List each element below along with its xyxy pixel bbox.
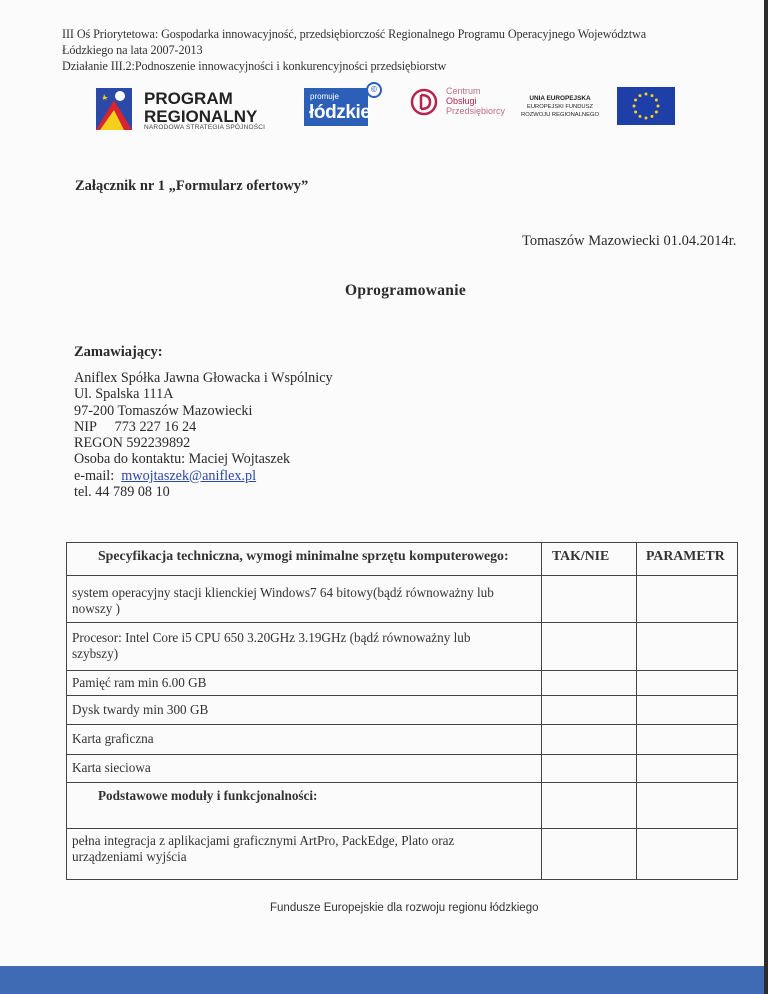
place-date: Tomaszów Mazowiecki 01.04.2014r. [522, 233, 737, 249]
buyer-email-link[interactable]: mwojtaszek@aniflex.pl [121, 467, 257, 484]
table-row: Pamięć ram min 6.00 GB [72, 675, 207, 690]
program-regionalny-logo-icon [94, 84, 138, 134]
table-row: Karta graficzna [72, 731, 154, 746]
table-rule [66, 782, 738, 783]
buyer-regon: REGON 592239892 [74, 435, 191, 452]
table-rule [66, 828, 738, 829]
table-row: Dysk twardy min 300 GB [72, 702, 209, 717]
program-regionalny-subtitle: NARODOWA STRATEGIA SPÓJNOŚCI [144, 124, 266, 131]
buyer-phone: tel. 44 789 08 10 [74, 484, 170, 501]
buyer-name: Aniflex Spółka Jawna Głowacka i Wspólnicy [74, 370, 333, 386]
buyer-contact: Osoba do kontaktu: Maciej Wojtaszek [74, 451, 291, 468]
program-regionalny-logo: PROGRAM REGIONALNY [144, 89, 258, 126]
table-rule [66, 754, 738, 755]
centrum-obslugi-logo-icon [410, 88, 438, 116]
lodzkie-mark-icon: © [366, 82, 382, 98]
specification-table [66, 542, 738, 882]
buyer-heading: Zamawiający: [74, 344, 163, 360]
header-line-2: Łódzkiego na lata 2007-2013 [62, 43, 203, 57]
table-row: system operacyjny stacji klienckiej Windows7 64 bitowy(bądź równoważny lub nowszy ) [72, 585, 494, 616]
table-row: pełna integracja z aplikacjami graficznymi ArtPro, PackEdge, Plato oraz urządzeniami wyjścia [72, 833, 455, 864]
buyer-city: 97-200 Tomaszów Mazowiecki [74, 402, 253, 419]
footer-text: Fundusze Europejskie dla rozwoju regionu łódzkiego [270, 902, 539, 914]
table-rule [66, 622, 738, 623]
subject-title: Oprogramowanie [345, 282, 467, 299]
table-rule [66, 695, 738, 696]
header-spec: Specyfikacja techniczna, wymogi minimalne sprzętu komputerowego: [98, 548, 509, 563]
scan-right-edge [764, 0, 768, 994]
table-row-section: Podstawowe moduły i funkcjonalności: [98, 788, 318, 803]
buyer-nip: NIP 773 227 16 24 [74, 418, 197, 435]
document-header [62, 26, 646, 74]
parameter-cell[interactable] [637, 576, 737, 622]
buyer-details [74, 370, 333, 500]
header-yes-no: TAK/NIE [552, 548, 610, 563]
buyer-email-row: e-mail: mwojtaszek@aniflex.pl [74, 467, 257, 484]
header-parameter: PARAMETR [646, 548, 725, 563]
header-line-3: Działanie III.2:Podnoszenie innowacyjności i konkurencyjności przedsiębiorstw [62, 59, 447, 73]
centrum-obslugi-logo: Centrum Obsługi Przedsiębiorcy [446, 86, 506, 116]
annex-title: Załącznik nr 1 „Formularz ofertowy” [75, 178, 309, 194]
table-row: Procesor: Intel Core i5 CPU 650 3.20GHz 3.19GHz (bądź równoważny lub szybszy) [72, 630, 471, 661]
yes-no-cell[interactable] [542, 576, 636, 622]
table-row: Karta sieciowa [72, 760, 151, 775]
lodzkie-logo: promuje łódzkie [304, 88, 368, 126]
table-rule [66, 670, 738, 671]
buyer-street: Ul. Spalska 111A [74, 386, 174, 403]
scan-bottom-strip [0, 966, 768, 994]
eu-fund-label: UNIA EUROPEJSKA EUROPEJSKI FUNDUSZ ROZWOJU REGIONALNEGO [521, 95, 599, 118]
header-line-1: III Oś Priorytetowa: Gospodarka innowacyjność, przedsiębiorczość Regionalnego Programu Operacyjnego Województwa [62, 27, 647, 41]
eu-flag-icon [617, 87, 675, 125]
table-rule [66, 724, 738, 725]
